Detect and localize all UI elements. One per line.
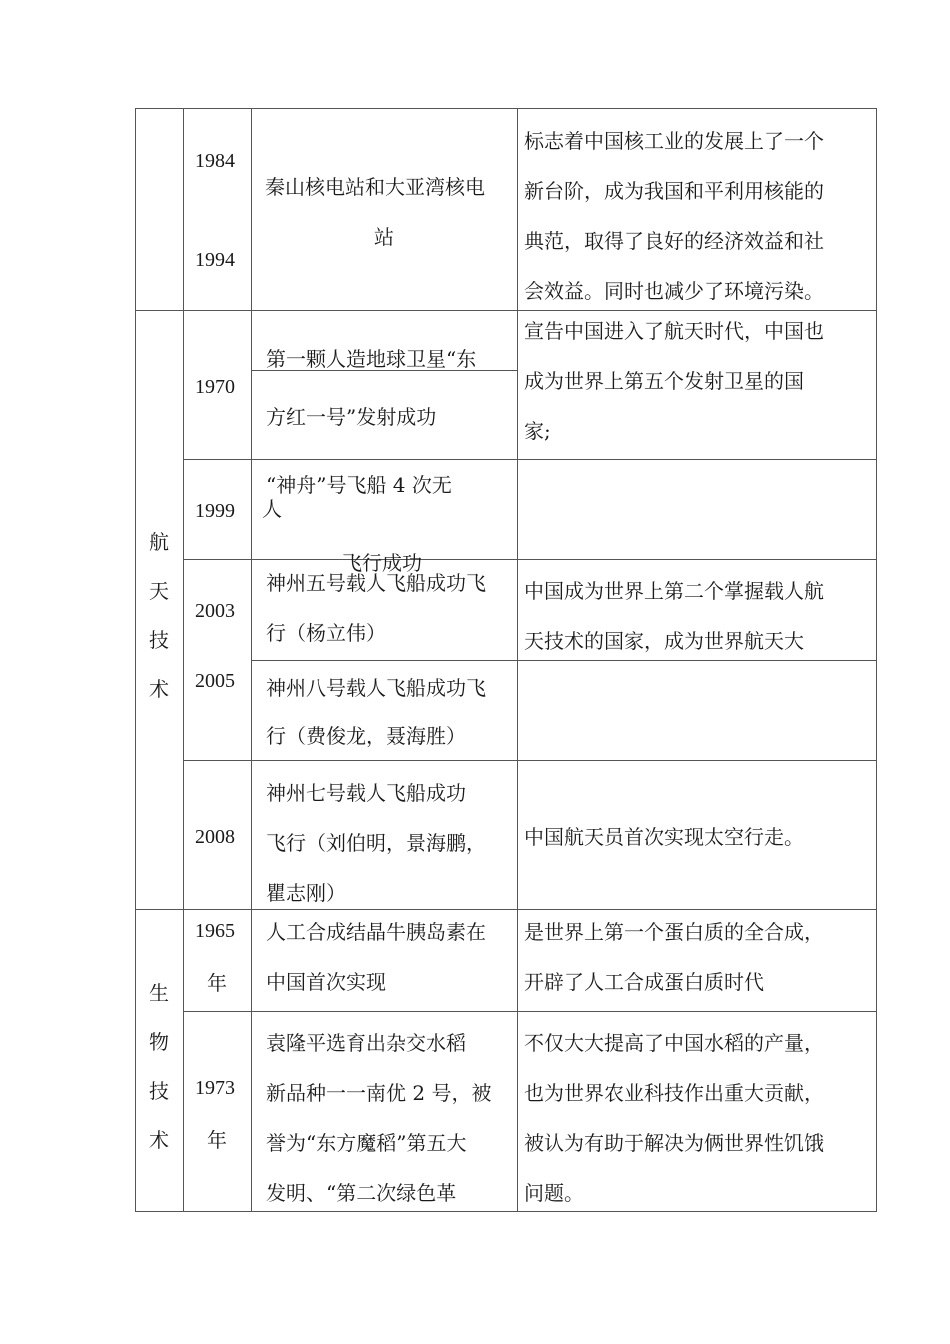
category-char: 航 (149, 530, 169, 554)
event-cell: 站 (374, 225, 394, 249)
event-cell: 方红一号”发射成功 (266, 405, 437, 429)
col-divider-1 (183, 108, 184, 1212)
category-label-space (135, 518, 183, 714)
significance-cell: 中国成为世界上第二个掌握载人航 (524, 579, 824, 603)
significance-cell: 天技术的国家，成为世界航天大 (524, 629, 804, 653)
event-cell: 新品种一一南优 2 号，被 (266, 1081, 492, 1105)
year-cell: 1970 (195, 376, 235, 398)
event-cell: 誉为“东方魔稻”第五大 (266, 1131, 467, 1155)
category-char: 技 (149, 628, 169, 652)
significance-cell: 新台阶，成为我国和平利用核能的 (524, 179, 824, 203)
year-cell: 1965 (195, 920, 235, 942)
category-char: 技 (149, 1079, 169, 1103)
significance-cell: 也为世界农业科技作出重大贡献， (524, 1081, 824, 1105)
event-cell: 秦山核电站和大亚湾核电 (265, 175, 485, 199)
year-cell: 年 (207, 971, 227, 995)
event-cell: 神州五号载人飞船成功飞 (266, 571, 486, 595)
event-cell: 袁隆平选育出杂交水稻 (266, 1031, 466, 1055)
event-cell: 神州八号载人飞船成功飞 (266, 676, 486, 700)
category-char: 物 (149, 1030, 169, 1054)
year-cell: 2005 (195, 670, 235, 692)
event-cell-1999 (252, 460, 517, 575)
event-cell: 人工合成结晶牛胰岛素在 (266, 920, 486, 944)
event-line: 人 (262, 497, 282, 521)
category-char: 术 (149, 1128, 169, 1152)
year-cell: 1999 (195, 500, 235, 522)
significance-cell: 标志着中国核工业的发展上了一个 (524, 129, 824, 153)
event-cell: 飞行（刘伯明，景海鹏， (266, 831, 486, 855)
event-cell: 发明、“第二次绿色革 (266, 1181, 457, 1205)
significance-cell: 被认为有助于解决为俩世界性饥饿 (524, 1131, 824, 1155)
significance-cell: 问题。 (524, 1181, 584, 1205)
table-border-bottom (135, 1211, 877, 1212)
event-line: 飞行成功 (342, 551, 422, 575)
event-cell: 行（杨立伟） (266, 621, 386, 645)
row-divider (183, 1011, 877, 1012)
event-line: “神舟”号飞船 4 次无 (266, 473, 452, 497)
category-char: 术 (149, 677, 169, 701)
significance-cell: 宣告中国进入了航天时代，中国也 (524, 319, 824, 343)
year-cell: 1973 (195, 1077, 235, 1099)
event-cell: 瞿志刚） (266, 881, 346, 905)
table-border-top (135, 108, 877, 109)
year-cell: 1994 (195, 249, 235, 271)
significance-cell: 开辟了人工合成蛋白质时代 (524, 970, 764, 994)
achievements-table (135, 108, 877, 1212)
category-char: 天 (149, 579, 169, 603)
event-cell: 第一颗人造地球卫星“东 (266, 347, 477, 371)
significance-cell: 是世界上第一个蛋白质的全合成， (524, 920, 824, 944)
year-cell: 年 (207, 1128, 227, 1152)
category-label-bio (135, 969, 183, 1165)
event-cell: 神州七号载人飞船成功 (266, 781, 466, 805)
event-cell: 行（费俊龙，聂海胜） (266, 724, 466, 748)
significance-cell: 不仅大大提高了中国水稻的产量， (524, 1031, 824, 1055)
significance-cell: 成为世界上第五个发射卫星的国 (524, 369, 804, 393)
category-char: 生 (149, 981, 169, 1005)
significance-cell: 典范，取得了良好的经济效益和社 (524, 229, 824, 253)
significance-cell: 会效益。同时也减少了环境污染。 (524, 279, 824, 303)
year-cell: 2003 (195, 600, 235, 622)
significance-cell: 家; (524, 419, 551, 443)
year-cell: 1984 (195, 150, 235, 172)
significance-cell: 中国航天员首次实现太空行走。 (524, 825, 804, 849)
year-cell: 2008 (195, 826, 235, 848)
event-cell: 中国首次实现 (266, 970, 386, 994)
